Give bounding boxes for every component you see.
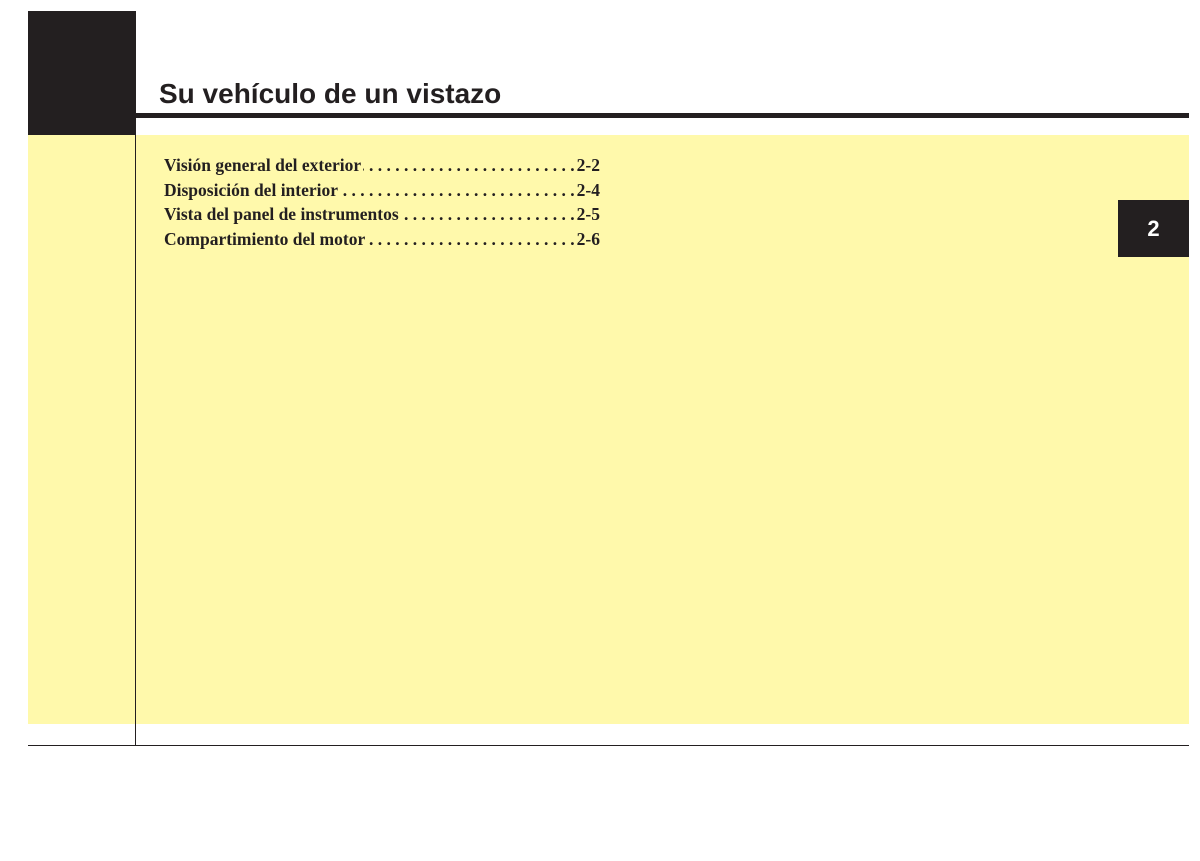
toc-item-label: Compartimiento del motor <box>164 228 366 249</box>
toc-leader-dots <box>367 227 574 252</box>
toc-item-exterior[interactable] <box>164 153 600 178</box>
toc-leader-dots <box>363 153 575 178</box>
toc-leader-dots <box>401 202 575 227</box>
chapter-corner-block <box>28 11 136 135</box>
title-underline <box>136 113 1189 118</box>
toc-leader-dots <box>340 178 575 203</box>
page-title: Su vehículo de un vistazo <box>159 78 502 109</box>
toc-item-label: Vista del panel de instrumentos <box>164 204 399 224</box>
table-of-contents <box>164 153 600 251</box>
chapter-number-tab: 2 <box>1118 200 1189 257</box>
toc-item-label: Visión general del exterior <box>164 155 362 175</box>
toc-item-engine-compartment[interactable] <box>164 227 600 252</box>
toc-item-label: Disposición del interior <box>164 179 339 200</box>
toc-item-page: 2-5 <box>576 204 600 224</box>
toc-item-page: 2-2 <box>576 155 600 175</box>
toc-item-page: 2-6 <box>576 228 600 249</box>
footer-rule <box>28 745 1189 746</box>
toc-item-page: 2-4 <box>576 179 600 200</box>
margin-vertical-rule <box>135 11 136 746</box>
toc-item-interior[interactable] <box>164 178 600 203</box>
toc-item-instrument-panel[interactable] <box>164 202 600 227</box>
